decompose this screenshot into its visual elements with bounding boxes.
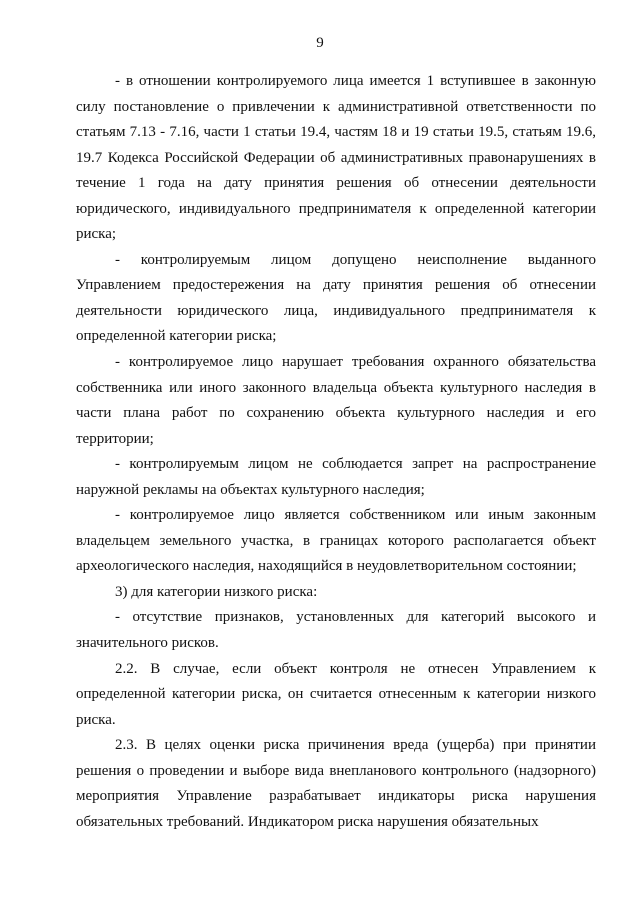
paragraph-low-risk-criteria: - отсутствие признаков, установленных для категорий высокого и значительного рисков.	[76, 609, 596, 652]
paragraph-land-owner: - контролируемое лицо является собственником или иным законным владельцем земельного участка, в границах которого располагается объект археологического наследия, находящийся в неудовлетворительном состоянии;	[76, 507, 596, 575]
paragraph-advertising-ban: - контролируемым лицом не соблюдается запрет на распространение наружной рекламы на объектах культурного наследия;	[76, 456, 596, 498]
paragraph-section-2-3: 2.3. В целях оценки риска причинения вреда (ущерба) при принятии решения о проведении и выборе вида внепланового контрольного (надзорного) мероприятия Управление разрабатывает индикаторы риска нарушения обязательных требований. Индикатором риска нарушения обязательных	[76, 737, 596, 830]
paragraph-warning-not-executed: - контролируемым лицом допущено неисполнение выданного Управлением предостережения на дату принятия решения об отнесении деятельности юридического лица, индивидуального предпринимателя к определенной категории риска;	[76, 251, 596, 345]
paragraph-low-risk-heading: 3) для категории низкого риска:	[115, 583, 318, 600]
page-number: 9	[316, 35, 324, 51]
paragraph-protection-obligation: - контролируемое лицо нарушает требования охранного обязательства собственника или иного законного владельца объекта культурного наследия в части плана работ по сохранению объекта культурного наследия и его территории;	[76, 354, 596, 447]
paragraph-section-2-2: 2.2. В случае, если объект контроля не отнесен Управлением к определенной категории риска, он считается отнесенным к категории низкого риска.	[76, 660, 596, 728]
paragraph-violation-administrative: - в отношении контролируемого лица имеется 1 вступившее в законную силу постановление о привлечении к административной ответственности по статьям 7.13 - 7.16, части 1 статьи 19.4, частям 18 и 19 статьи 19.5, статьям 19.6, 19.7 Кодекса Российской Федерации об административных правонарушениях в течение 1 года на дату принятия решения об отнесении деятельности юридического, индивидуального предпринимателя к определенной категории риска;	[76, 73, 596, 243]
document-body	[76, 69, 596, 835]
